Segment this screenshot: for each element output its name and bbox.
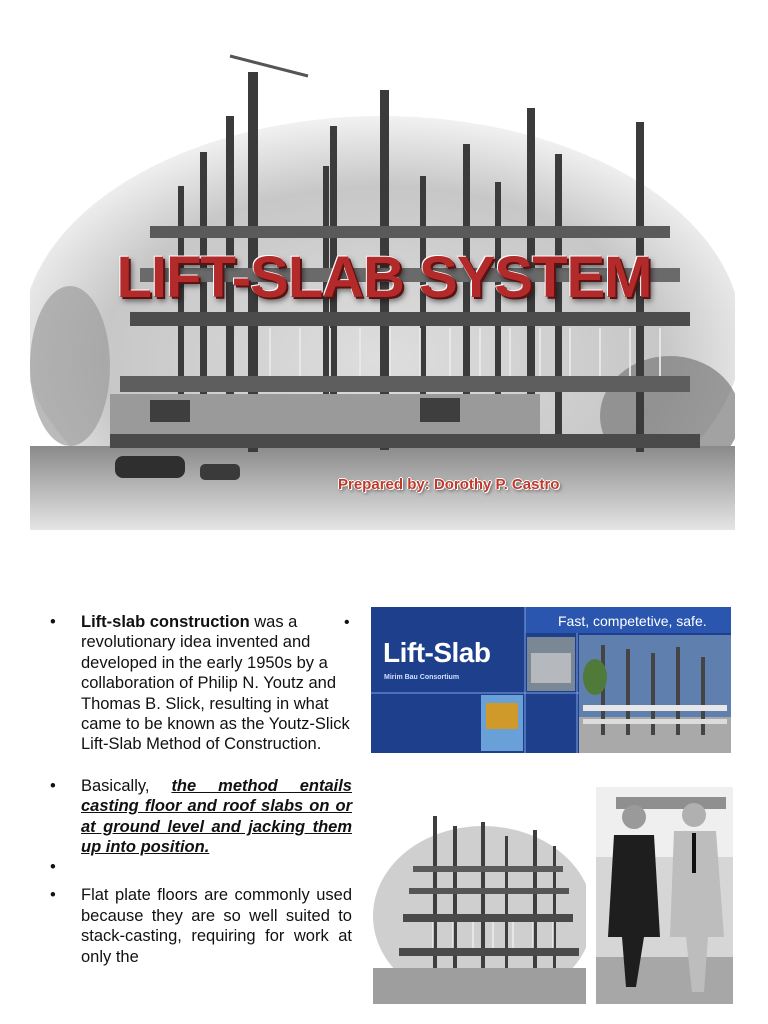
bullet-item (48, 612, 352, 755)
banner-title: Lift-Slab (383, 637, 491, 668)
bullet-text: was a revolutionary idea invented and developed in the early 1950s by a collaboration of Philip N. Youtz and Thomas B. Slick, resulting in what came to be known as the Youtz-Slick Lift-Slab Method of Construction. (81, 613, 350, 754)
slide-title: LIFT-SLAB SYSTEM (116, 245, 652, 310)
bullet-item (48, 857, 352, 877)
bullet-dot-icon: • (50, 613, 56, 631)
bullet-dot-icon: • (344, 614, 350, 631)
author-credit: Prepared by: Dorothy P. Castro (338, 476, 560, 493)
bullet-dot-icon: • (50, 776, 56, 795)
bullet-lead: Basically, (81, 776, 172, 795)
banner-subtitle: Mirim Bau Consortium (384, 674, 460, 681)
two-men-walking-photo (596, 787, 733, 1004)
lift-slab-banner (371, 607, 731, 753)
bullet-text: Flat plate floors are commonly used because they are so well suited to stack-casting, requiring for work at only the (81, 886, 352, 966)
lift-slab-building-photo (373, 796, 586, 1004)
banner-tagline: Fast, competetive, safe. (558, 613, 707, 629)
bullet-dot-icon: • (50, 858, 56, 877)
bullet-item (48, 885, 352, 967)
bullet-list (48, 612, 352, 967)
bullet-bold-lead: Lift-slab construction (81, 613, 250, 631)
bullet-emphasis: the method entails casting floor and roof slabs on or at ground level and jacking them up into position. (81, 776, 352, 857)
bullet-dot-icon: • (50, 886, 56, 905)
bullet-item (48, 776, 352, 858)
